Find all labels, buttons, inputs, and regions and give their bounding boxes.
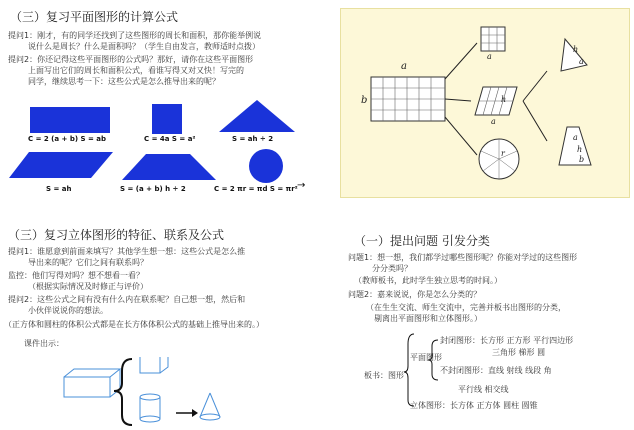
trapezoid-formula: S = (a + b) h ÷ 2 — [120, 185, 186, 193]
parallelogram-formula: S = ah — [46, 185, 72, 193]
triangle-formula: S = ah ÷ 2 — [232, 135, 274, 143]
s3-line-2: 导出来的呢？它们之间有联系吗？ — [28, 258, 148, 267]
label-h-parallelogram: h — [501, 95, 507, 104]
s3-line-4: （根据实际情况及时修正与评价） — [28, 282, 148, 291]
s3-line-3: 监控：他们写得对吗？想不想看一看？ — [8, 271, 144, 280]
derivation-diagram — [341, 9, 630, 198]
slide4-title: （一）提出问题 引发分类 — [354, 234, 490, 248]
rect-formula: C = 2 (a + b) S = ab — [28, 135, 107, 143]
parallel-lines: 平行线 相交线 — [458, 385, 509, 394]
label-r-circle: r — [501, 149, 505, 158]
s3-line-7: （正方体和圆柱的体积公式都是在长方体体积公式的基础上推导出来的。） — [4, 320, 264, 329]
label-b: b — [361, 95, 368, 106]
label-h-trapezoid: h — [577, 145, 583, 154]
solid-shapes-diagram — [52, 357, 314, 427]
slide-solid-formulas — [2, 222, 314, 427]
s4-line-2: 分分类吗？ — [372, 264, 412, 273]
next-arrow-icon: → — [297, 180, 306, 191]
s4-line-6: 剔离出平面图形和立体图形。） — [374, 314, 482, 323]
label-a: a — [401, 61, 407, 72]
s3-line-6: 小伙伴说说你的想法。 — [28, 306, 108, 315]
s3-line-1: 提问1：谁愿意到前面来填写？其他学生想一想：这些公式是怎么推 — [8, 247, 246, 256]
s4-line-5: （在生生交流、师生交流中，完善并板书出图形的分类， — [366, 303, 566, 312]
q2-line2: 上面写出它们的周长和面积公式，看谁写得又对又快！写完的 — [28, 66, 244, 75]
label-a-parallelogram: a — [491, 117, 496, 126]
label-h-triangle: h — [573, 45, 579, 54]
slide-derivation-diagram — [340, 8, 630, 198]
courseware-label: 课件出示： — [24, 339, 64, 348]
circle-formula: C = 2 πr = πd S = πr² — [214, 185, 298, 193]
solid-shapes: 立体图形：长方体 正方体 圆柱 圆锥 — [410, 401, 538, 410]
s4-line-4: 问题2：嘉来说说，你是怎么分类的？ — [348, 290, 482, 299]
label-a-square: a — [487, 52, 492, 61]
q2-line3: 同学，继续思考一下：这些公式是怎么推导出来的呢？ — [28, 77, 220, 86]
parallelogram-shape — [7, 150, 115, 180]
board-label: 板书：图形 — [364, 371, 404, 380]
classification-braces — [402, 330, 442, 410]
square-shape — [152, 104, 182, 134]
closed-shapes-2: 三角形 梯形 圆 — [492, 348, 546, 357]
q1-line2: 说什么是周长？什么是面积吗？（学生自由发言，教师适时点拨） — [28, 42, 260, 51]
closed-shapes: 封闭图形：长方形 正方形 平行四边形 — [440, 336, 574, 345]
rectangle-shape — [30, 107, 110, 133]
label-a-trapezoid: a — [573, 133, 578, 142]
square-formula: C = 4a S = a² — [144, 135, 196, 143]
label-a-triangle: a — [579, 57, 584, 66]
plane-shapes-label: 平面图形 — [410, 353, 442, 362]
trapezoid-shape — [120, 152, 218, 182]
q1-line1: 提问1：刚才，有的同学还找到了这些图形的周长和面积，那你能举例说 — [8, 31, 262, 40]
s3-line-5: 提问2：这些公式之间有没有什么内在联系呢？自己想一想，然后和 — [8, 295, 246, 304]
triangle-shape — [217, 98, 297, 134]
q2-line1: 提问2：你还记得这些平面图形的公式吗？那好，请你在这些平面图形 — [8, 55, 254, 64]
slide1-title: （三）复习平面图形的计算公式 — [10, 10, 179, 24]
slide-classification — [340, 222, 632, 427]
circle-shape — [248, 148, 284, 184]
label-b-trapezoid: b — [579, 155, 585, 164]
s4-line-3: （教师板书，此时学生独立思考的时间。） — [354, 276, 502, 285]
slide3-title: （三）复习立体图形的特征、联系及公式 — [8, 228, 225, 242]
s4-line-1: 问题1：想一想，我们都学过哪些图形呢？你能对学过的这些图形 — [348, 253, 578, 262]
slide-plane-formulas — [2, 2, 314, 205]
open-shapes: 不封闭图形：直线 射线 线段 角 — [440, 366, 552, 375]
